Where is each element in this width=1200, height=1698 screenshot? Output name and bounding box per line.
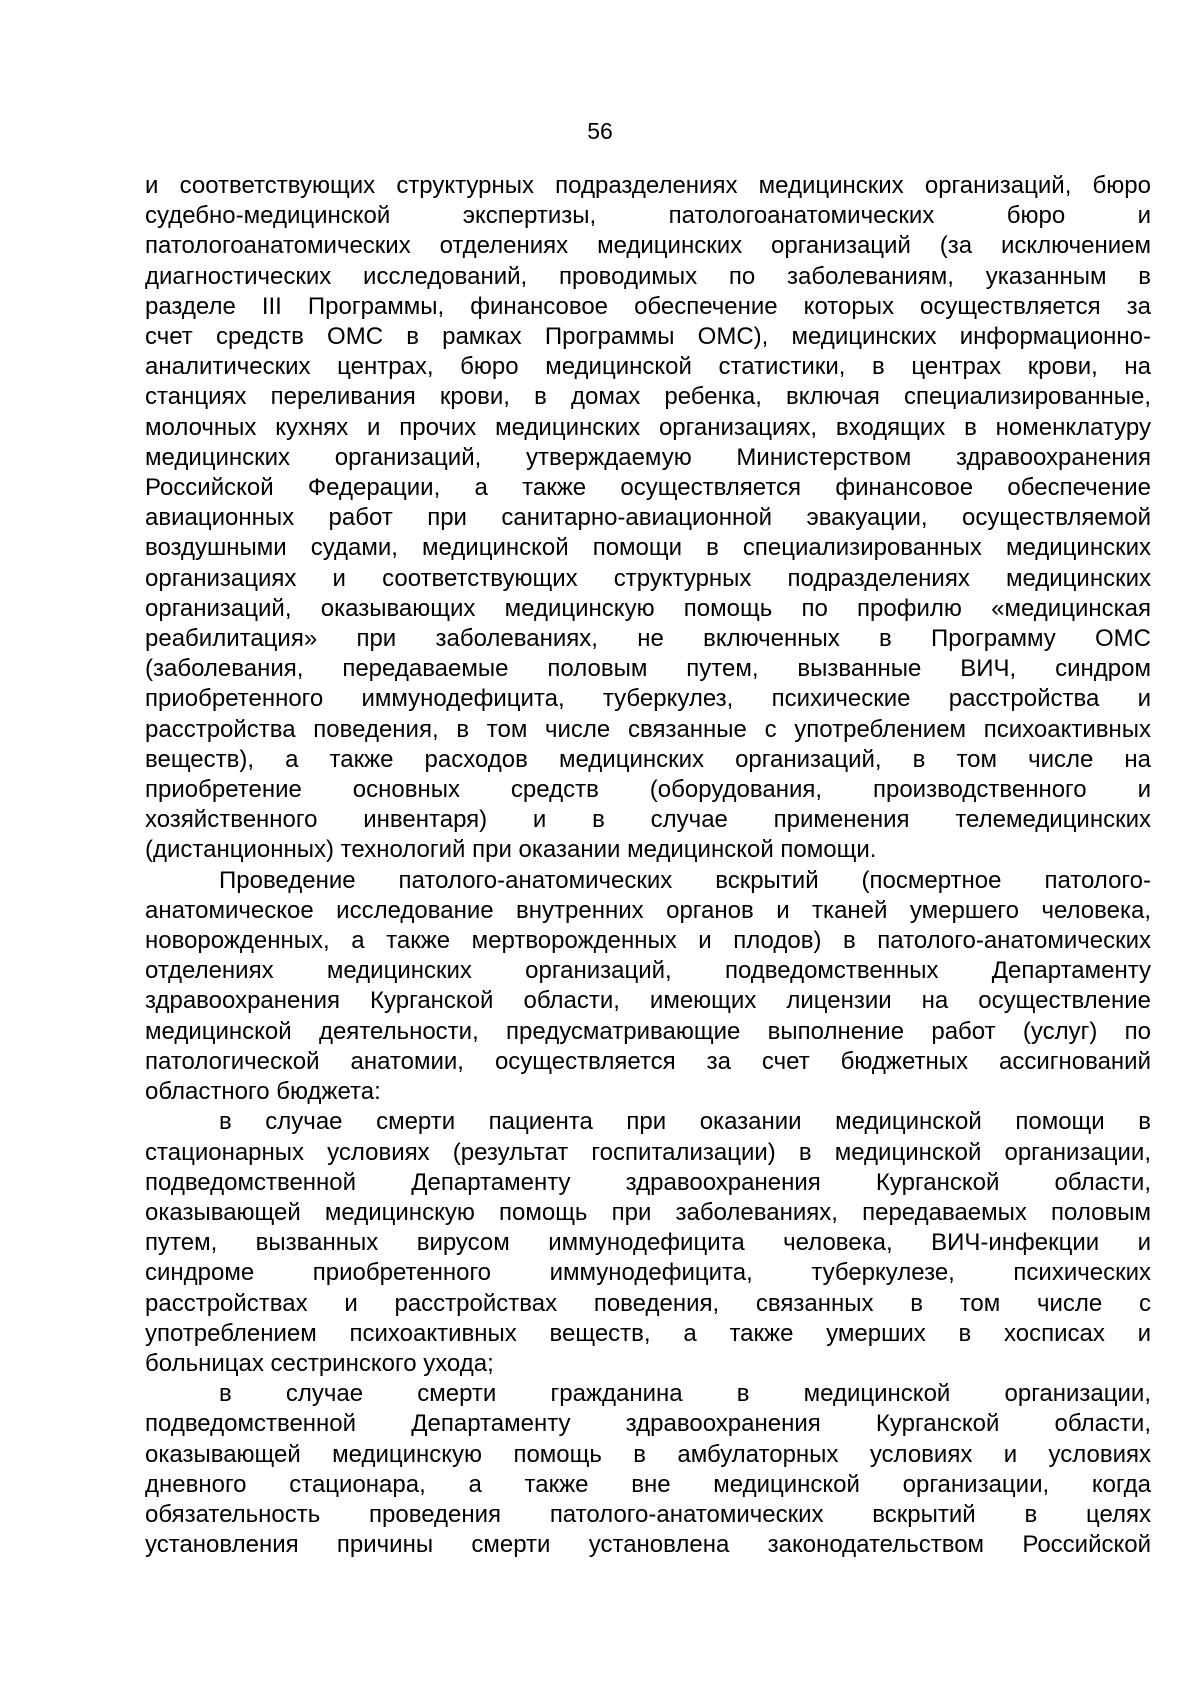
text-line: организаций, оказывающих медицинскую помощь по профилю «медицинская <box>145 594 1151 622</box>
paragraph <box>145 171 1151 866</box>
text-line: расстройства поведения, в том числе связанные с употреблением психоактивных <box>145 715 1151 743</box>
text-line: областного бюджета: <box>145 1078 381 1106</box>
text-line: патологоанатомических отделениях медицинских организаций (за исключением <box>145 232 1151 260</box>
text-line: (заболевания, передаваемые половым путем, вызванные ВИЧ, синдром <box>145 655 1151 683</box>
text-line: расстройствах и расстройствах поведения, связанных в том числе с <box>145 1289 1151 1317</box>
text-line: приобретение основных средств (оборудования, производственного и <box>145 776 1151 804</box>
text-line: в случае смерти гражданина в медицинской организации, <box>219 1380 1151 1408</box>
text-line: счет средств ОМС в рамках Программы ОМС), медицинских информационно- <box>145 323 1151 351</box>
text-line: отделениях медицинских организаций, подведомственных Департаменту <box>145 957 1151 985</box>
text-line: путем, вызванных вирусом иммунодефицита человека, ВИЧ-инфекции и <box>145 1229 1151 1257</box>
text-line: патологической анатомии, осуществляется за счет бюджетных ассигнований <box>145 1047 1151 1075</box>
text-line: воздушными судами, медицинской помощи в специализированных медицинских <box>145 534 1151 562</box>
text-line: станциях переливания крови, в домах ребенка, включая специализированные, <box>145 383 1151 411</box>
text-line: судебно-медицинской экспертизы, патологоанатомических бюро и <box>145 202 1151 230</box>
text-line: больницах сестринского ухода; <box>145 1349 494 1377</box>
text-line: здравоохранения Курганской области, имеющих лицензии на осуществление <box>145 987 1151 1015</box>
text-line: и соответствующих структурных подразделениях медицинских организаций, бюро <box>145 172 1151 199</box>
text-line: употреблением психоактивных веществ, а также умерших в хосписах и <box>145 1319 1151 1347</box>
text-line: Проведение патолого-анатомических вскрытий (посмертное патолого- <box>219 866 1151 894</box>
text-line: реабилитация» при заболеваниях, не включенных в Программу ОМС <box>145 625 1151 653</box>
text-line: (дистанционных) технологий при оказании медицинской помощи. <box>145 836 877 864</box>
text-line: оказывающей медицинскую помощь при заболеваниях, передаваемых половым <box>145 1198 1151 1226</box>
paragraph <box>145 1379 1151 1560</box>
text-line: подведомственной Департаменту здравоохранения Курганской области, <box>145 1168 1151 1196</box>
text-line: приобретенного иммунодефицита, туберкулез, психические расстройства и <box>145 685 1151 713</box>
text-line: Российской Федерации, а также осуществляется финансовое обеспечение <box>145 474 1151 502</box>
text-line: установления причины смерти установлена законодательством Российской <box>145 1531 1151 1559</box>
text-line: организациях и соответствующих структурных подразделениях медицинских <box>145 564 1151 592</box>
text-line: подведомственной Департаменту здравоохранения Курганской области, <box>145 1410 1151 1438</box>
paragraph <box>145 1107 1151 1379</box>
text-line: медицинской деятельности, предусматривающие выполнение работ (услуг) по <box>145 1017 1151 1045</box>
text-line: веществ), а также расходов медицинских организаций, в том числе на <box>145 745 1151 773</box>
text-line: синдроме приобретенного иммунодефицита, туберкулезе, психических <box>145 1259 1151 1287</box>
document-body <box>145 171 1151 1560</box>
text-line: оказывающей медицинскую помощь в амбулаторных условиях и условиях <box>145 1440 1151 1468</box>
text-line: в случае смерти пациента при оказании медицинской помощи в <box>219 1108 1151 1136</box>
text-line: стационарных условиях (результат госпитализации) в медицинской организации, <box>145 1138 1151 1166</box>
text-line: молочных кухнях и прочих медицинских организациях, входящих в номенклатуру <box>145 413 1151 441</box>
text-line: дневного стационара, а также вне медицинской организации, когда <box>145 1470 1151 1498</box>
text-line: новорожденных, а также мертворожденных и плодов) в патолого-анатомических <box>145 927 1151 955</box>
page-number: 56 <box>587 118 613 144</box>
text-line: диагностических исследований, проводимых по заболеваниям, указанным в <box>145 262 1151 290</box>
text-line: хозяйственного инвентаря) и в случае применения телемедицинских <box>145 806 1151 834</box>
text-line: авиационных работ при санитарно-авиационной эвакуации, осуществляемой <box>145 504 1151 532</box>
paragraph <box>145 866 1151 1108</box>
text-line: разделе III Программы, финансовое обеспечение которых осуществляется за <box>145 292 1151 320</box>
text-line: медицинских организаций, утверждаемую Министерством здравоохранения <box>145 443 1151 471</box>
text-line: аналитических центрах, бюро медицинской статистики, в центрах крови, на <box>145 353 1151 381</box>
text-line: обязательность проведения патолого-анатомических вскрытий в целях <box>145 1500 1151 1528</box>
text-line: анатомическое исследование внутренних органов и тканей умершего человека, <box>145 896 1151 924</box>
